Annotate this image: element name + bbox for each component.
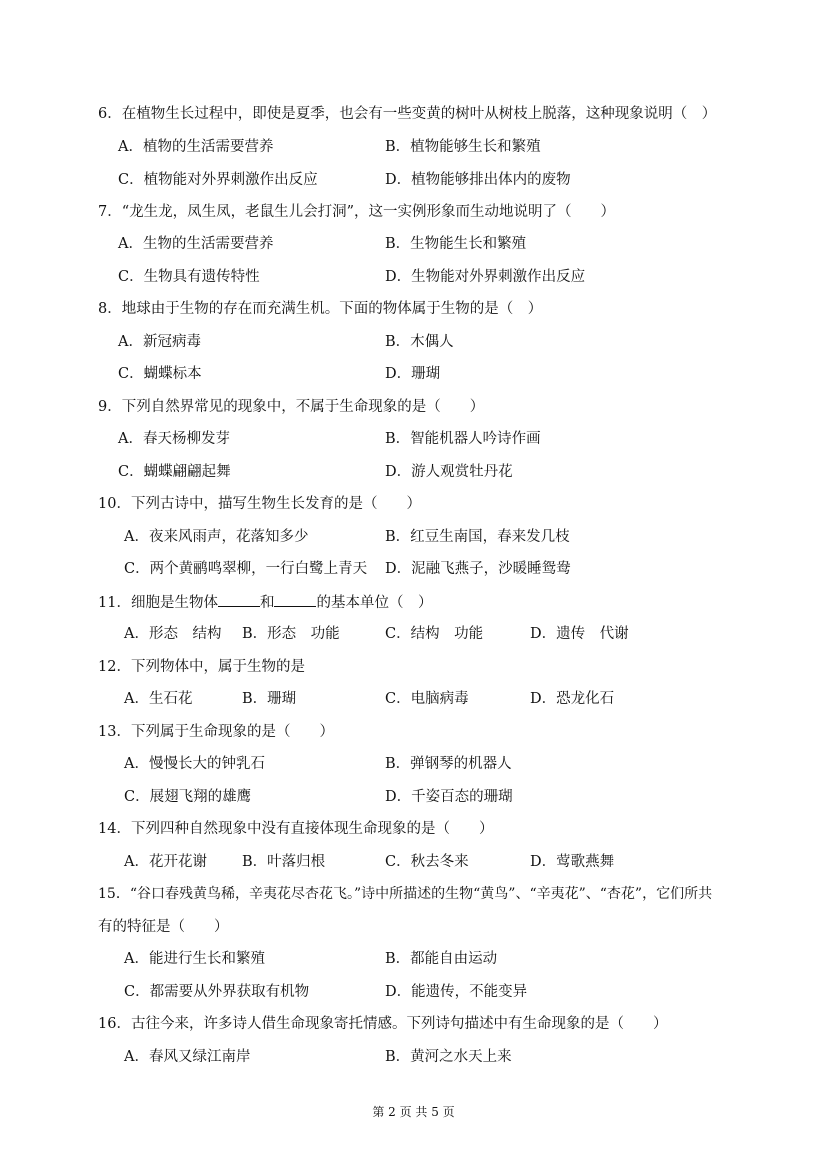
question-12-option-c[interactable]: C．电脑病毒 [385, 691, 469, 707]
question-13-option-d[interactable]: D．千姿百态的珊瑚 [385, 789, 513, 805]
question-10-option-a[interactable]: A．夜来风雨声，花落知多少 [124, 529, 309, 545]
question-15-option-c[interactable]: C．都需要从外界获取有机物 [124, 984, 310, 1000]
question-13-option-c[interactable]: C．展翅飞翔的雄鹰 [124, 789, 252, 805]
question-8-stem: 8．地球由于生物的存在而充满生机。下面的物体属于生物的是（ ） [98, 301, 543, 317]
question-13-option-a[interactable]: A．慢慢长大的钟乳石 [124, 756, 265, 772]
question-12-option-d[interactable]: D．恐龙化石 [530, 691, 615, 707]
page-number-footer: 第 2 页 共 5 页 [372, 1105, 455, 1119]
question-11-stem-part1: 11．细胞是生物体 [98, 595, 218, 611]
question-6-option-a[interactable]: A．植物的生活需要营养 [118, 139, 274, 155]
answer-blank-2[interactable] [274, 592, 316, 607]
question-11-stem [98, 592, 432, 613]
question-9-option-c[interactable]: C．蝴蝶翩翩起舞 [118, 464, 231, 480]
question-12-option-b[interactable]: B．珊瑚 [242, 691, 297, 707]
question-7-option-b[interactable]: B．生物能生长和繁殖 [385, 236, 527, 252]
question-12-stem: 12．下列物体中，属于生物的是 [98, 659, 305, 675]
question-8-option-b[interactable]: B．木偶人 [385, 334, 454, 350]
question-7-stem: 7．“龙生龙，凤生凤，老鼠生儿会打洞”，这一实例形象而生动地说明了（ ） [98, 204, 616, 220]
question-13-stem: 13．下列属于生命现象的是（ ） [98, 724, 334, 740]
question-7-option-c[interactable]: C．生物具有遗传特性 [118, 269, 260, 285]
question-10-option-c[interactable]: C．两个黄鹂鸣翠柳，一行白鹭上青天 [124, 561, 368, 577]
question-6-stem: 6．在植物生长过程中，即使是夏季，也会有一些变黄的树叶从树枝上脱落，这种现象说明（ ） [98, 106, 717, 122]
question-16-stem: 16．古往今来，许多诗人借生命现象寄托情感。下列诗句描述中有生命现象的是（ ） [98, 1016, 668, 1032]
question-11-stem-part3: 的基本单位（ ） [316, 595, 433, 611]
question-10-stem: 10．下列古诗中，描写生物生长发育的是（ ） [98, 496, 421, 512]
question-6-option-d[interactable]: D．植物能够排出体内的废物 [385, 172, 571, 188]
question-14-option-d[interactable]: D．莺歌燕舞 [530, 854, 615, 870]
question-12-option-a[interactable]: A．生石花 [124, 691, 193, 707]
question-7-option-a[interactable]: A．生物的生活需要营养 [118, 236, 274, 252]
question-9-option-d[interactable]: D．游人观赏牡丹花 [385, 464, 513, 480]
question-14-option-b[interactable]: B．叶落归根 [242, 854, 326, 870]
question-9-option-b[interactable]: B．智能机器人吟诗作画 [385, 431, 541, 447]
question-11-option-d[interactable]: D．遗传 代谢 [530, 626, 629, 642]
question-6-option-c[interactable]: C．植物能对外界刺激作出反应 [118, 172, 318, 188]
question-15-option-a[interactable]: A．能进行生长和繁殖 [124, 951, 265, 967]
question-11-option-c[interactable]: C．结构 功能 [385, 626, 484, 642]
question-13-option-b[interactable]: B．弹钢琴的机器人 [385, 756, 512, 772]
question-11-stem-part2: 和 [259, 595, 275, 611]
question-7-option-d[interactable]: D．生物能对外界刺激作出反应 [385, 269, 586, 285]
question-14-stem: 14．下列四种自然现象中没有直接体现生命现象的是（ ） [98, 821, 494, 837]
question-11-option-b[interactable]: B．形态 功能 [242, 626, 340, 642]
question-15-stem-line2: 有的特征是（ ） [98, 919, 229, 935]
question-14-option-a[interactable]: A．花开花谢 [124, 854, 207, 870]
answer-blank-1[interactable] [218, 592, 260, 607]
question-16-option-a[interactable]: A．春风又绿江南岸 [124, 1049, 251, 1065]
question-11-option-a[interactable]: A．形态 结构 [124, 626, 222, 642]
question-8-option-d[interactable]: D．珊瑚 [385, 366, 441, 382]
question-10-option-d[interactable]: D．泥融飞燕子，沙暖睡鸳鸯 [385, 561, 571, 577]
question-15-option-b[interactable]: B．都能自由运动 [385, 951, 498, 967]
question-10-option-b[interactable]: B．红豆生南国，春来发几枝 [385, 529, 570, 545]
question-15-option-d[interactable]: D．能遗传，不能变异 [385, 984, 528, 1000]
question-15-stem-line1: 15．“谷口春残黄鸟稀，辛夷花尽杏花飞。”诗中所描述的生物“黄鸟”、“辛夷花”、“杏花”，它们所共 [98, 886, 713, 902]
question-8-option-a[interactable]: A．新冠病毒 [118, 334, 201, 350]
question-14-option-c[interactable]: C．秋去冬来 [385, 854, 469, 870]
question-6-option-b[interactable]: B．植物能够生长和繁殖 [385, 139, 541, 155]
question-9-stem: 9．下列自然界常见的现象中，不属于生命现象的是（ ） [98, 399, 485, 415]
question-8-option-c[interactable]: C．蝴蝶标本 [118, 366, 202, 382]
question-9-option-a[interactable]: A．春天杨柳发芽 [118, 431, 230, 447]
question-16-option-b[interactable]: B．黄河之水天上来 [385, 1049, 512, 1065]
